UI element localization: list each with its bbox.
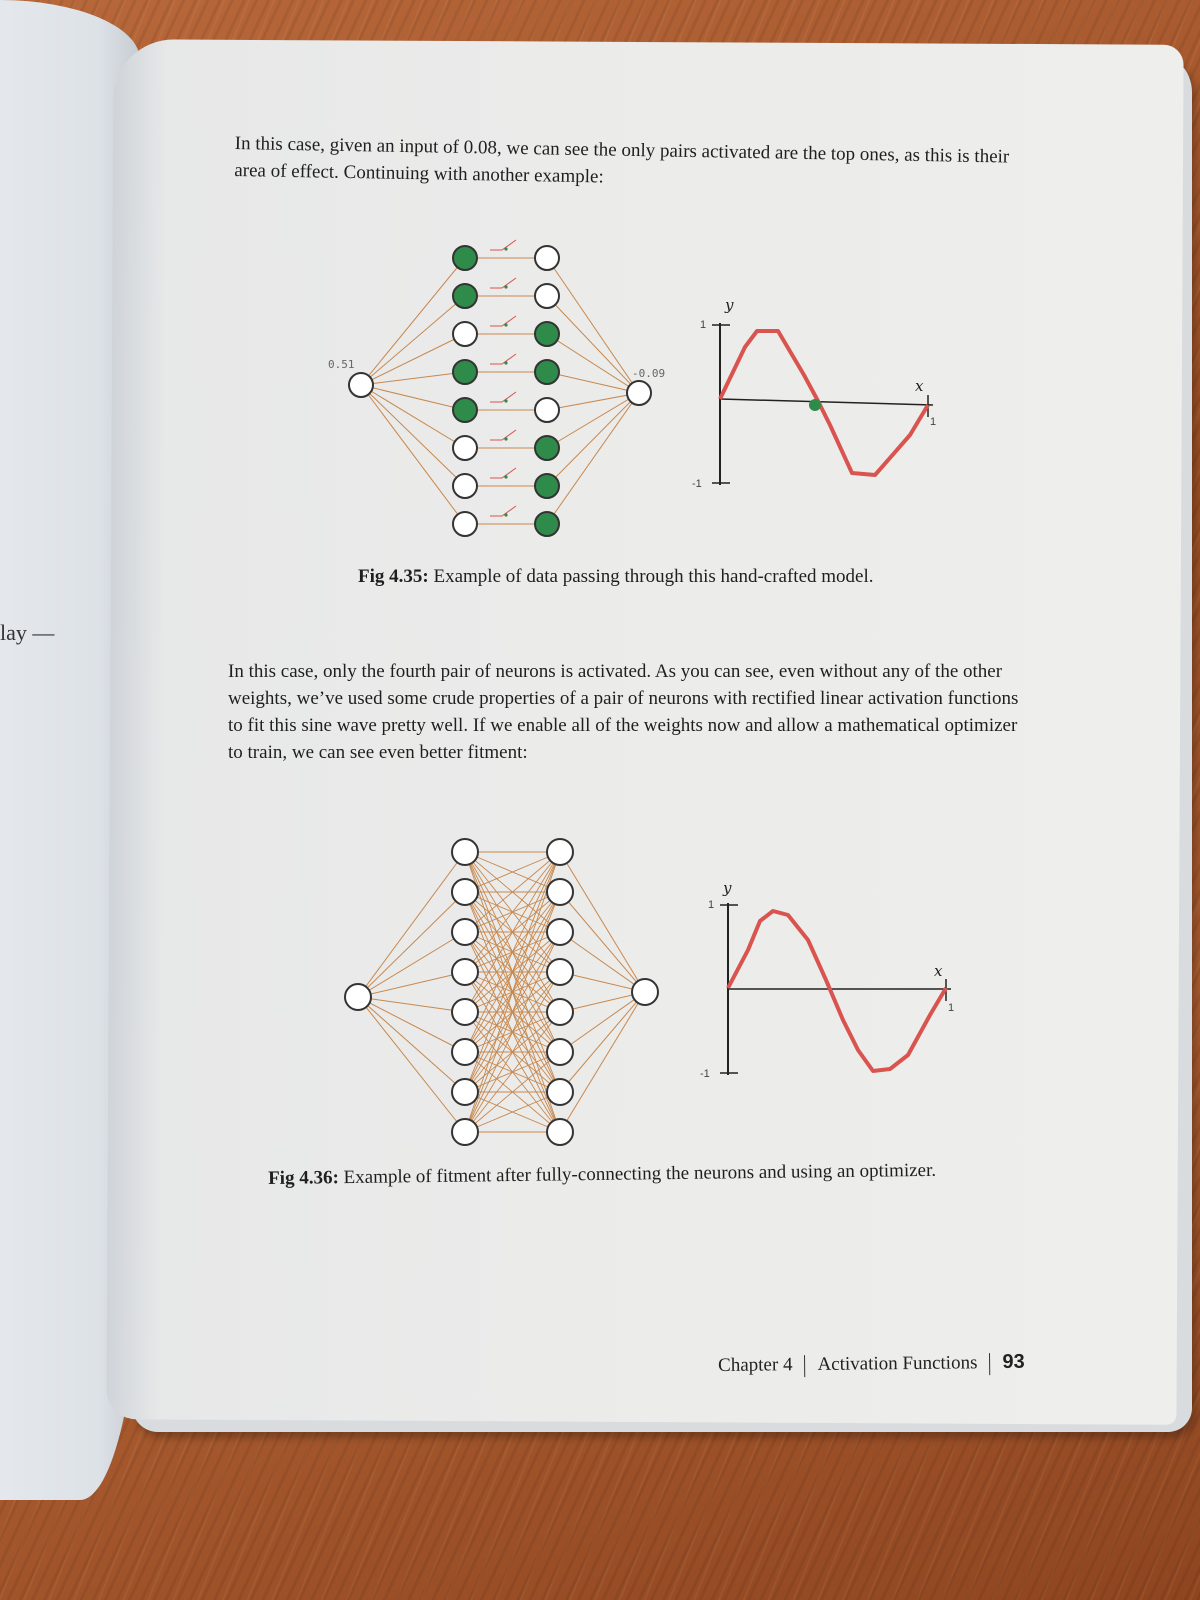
output-neuron [632,979,658,1005]
footer-divider [804,1355,805,1377]
figure-1-caption [358,566,874,588]
hidden-layer-2-neuron [535,474,559,498]
left-page-text: lay — [0,620,55,645]
sine-fit-curve [720,331,928,475]
edge [547,372,639,393]
relu-glyph-dot [504,323,507,326]
y-max-tick: 1 [700,319,707,331]
network-neurons [345,839,658,1145]
hidden-layer-1-neuron [452,839,478,865]
footer-divider [989,1353,990,1375]
hidden-layer-1-neuron [453,246,477,270]
network-neurons [349,246,651,536]
x-max-tick: 1 [930,416,937,428]
relu-glyph [490,278,516,288]
relu-glyph-dot [504,437,507,440]
hidden-layer-1-neuron [453,284,477,308]
figure-1-caption-label: Fig 4.35: [358,566,429,587]
edge [547,296,639,393]
hidden-layer-2-neuron [535,284,559,308]
input-neuron [349,373,373,397]
hidden-layer-2-neuron [547,1079,573,1105]
relu-glyph-dot [504,285,507,288]
hidden-layer-2-neuron [547,839,573,865]
hidden-layer-1-neuron [452,1079,478,1105]
input-value-label: 0.51 [328,358,355,371]
edge [361,385,465,486]
figure-2-caption-label: Fig 4.36: [268,1167,339,1189]
x-axis-label: x [934,962,943,980]
edge [560,992,645,1052]
input-neuron [345,984,371,1010]
edge [547,258,639,393]
figure-1-plot [690,295,950,495]
figure-2-plot [698,875,968,1085]
figure-1-network [320,215,700,555]
edge [358,892,465,997]
relu-glyph [490,316,516,326]
relu-glyph-dot [504,475,507,478]
relu-glyph-dot [504,247,507,250]
y-min-tick: -1 [700,1068,710,1080]
figure-1-caption-text: Example of data passing through this hand-crafted model. [428,566,874,587]
relu-glyph-dot [504,399,507,402]
edge [361,372,465,385]
hidden-layer-1-neuron [452,959,478,985]
edge [361,334,465,385]
y-min-tick: -1 [692,478,702,490]
page-number: 93 [1002,1350,1025,1374]
page-footer [718,1351,1025,1378]
output-neuron [627,381,651,405]
hidden-layer-1-neuron [452,1039,478,1065]
edge [361,296,465,385]
relu-glyph-dot [504,361,507,364]
y-axis-label: y [723,879,732,897]
hidden-layer-1-neuron [452,919,478,945]
hidden-layer-2-neuron [547,959,573,985]
hidden-layer-2-neuron [547,1039,573,1065]
edge [547,334,639,393]
footer-chapter: Chapter 4 [718,1354,793,1376]
hidden-layer-2-neuron [535,436,559,460]
sine-fit-curve [728,911,946,1071]
hidden-layer-1-neuron [452,879,478,905]
hidden-layer-1-neuron [452,1119,478,1145]
y-axis-label: y [725,296,734,314]
edge [358,997,465,1092]
edge [358,997,465,1132]
edge [361,385,465,448]
hidden-layer-2-neuron [535,360,559,384]
hidden-layer-1-neuron [453,474,477,498]
hidden-layer-2-neuron [535,246,559,270]
hidden-layer-2-neuron [535,398,559,422]
edge [560,932,645,992]
hidden-layer-1-neuron [453,322,477,346]
y-max-tick: 1 [708,899,715,911]
relu-glyph [490,354,516,364]
hidden-layer-2-neuron [547,999,573,1025]
hidden-layer-2-neuron [547,1119,573,1145]
edge [547,393,639,524]
hidden-layer-2-neuron [535,322,559,346]
figure-2-caption-text: Example of fitment after fully-connecting the neurons and using an optimizer. [338,1159,937,1189]
edge [358,997,465,1052]
hidden-layer-1-neuron [453,360,477,384]
edge [361,258,465,385]
hidden-layer-1-neuron [453,436,477,460]
hidden-layer-2-neuron [547,879,573,905]
x-axis-label: x [915,377,924,395]
edge [358,932,465,997]
footer-section: Activation Functions [817,1352,978,1375]
current-input-point [809,399,821,411]
hidden-layer-1-neuron [453,512,477,536]
relu-glyph [490,392,516,402]
relu-glyph [490,506,516,516]
network-edges [361,240,639,524]
figure-2-network [340,830,680,1170]
network-edges [358,852,645,1132]
relu-glyph [490,430,516,440]
paragraph-1: In this case, given an input of 0.08, we can see the only pairs activated are the top ones, as this is their area of effect. Continuing with another example: [234,132,1010,188]
paragraph-2: In this case, only the fourth pair of neurons is activated. As you can see, even without any of the other weights, we’ve used some crude properties of a pair of neurons with rectified linear activation functions to fit this sine wave pretty well. If we enable all of the weights now and allow a mathematical optimizer to train, we can see even better fitment: [228,661,1019,763]
relu-glyph [490,468,516,478]
hidden-layer-1-neuron [453,398,477,422]
x-max-tick: 1 [948,1002,955,1014]
hidden-layer-2-neuron [547,919,573,945]
hidden-layer-1-neuron [452,999,478,1025]
relu-glyph-dot [504,513,507,516]
relu-glyph [490,240,516,250]
output-value-label: -0.09 [632,367,666,380]
edge [358,997,465,1012]
hidden-layer-2-neuron [535,512,559,536]
